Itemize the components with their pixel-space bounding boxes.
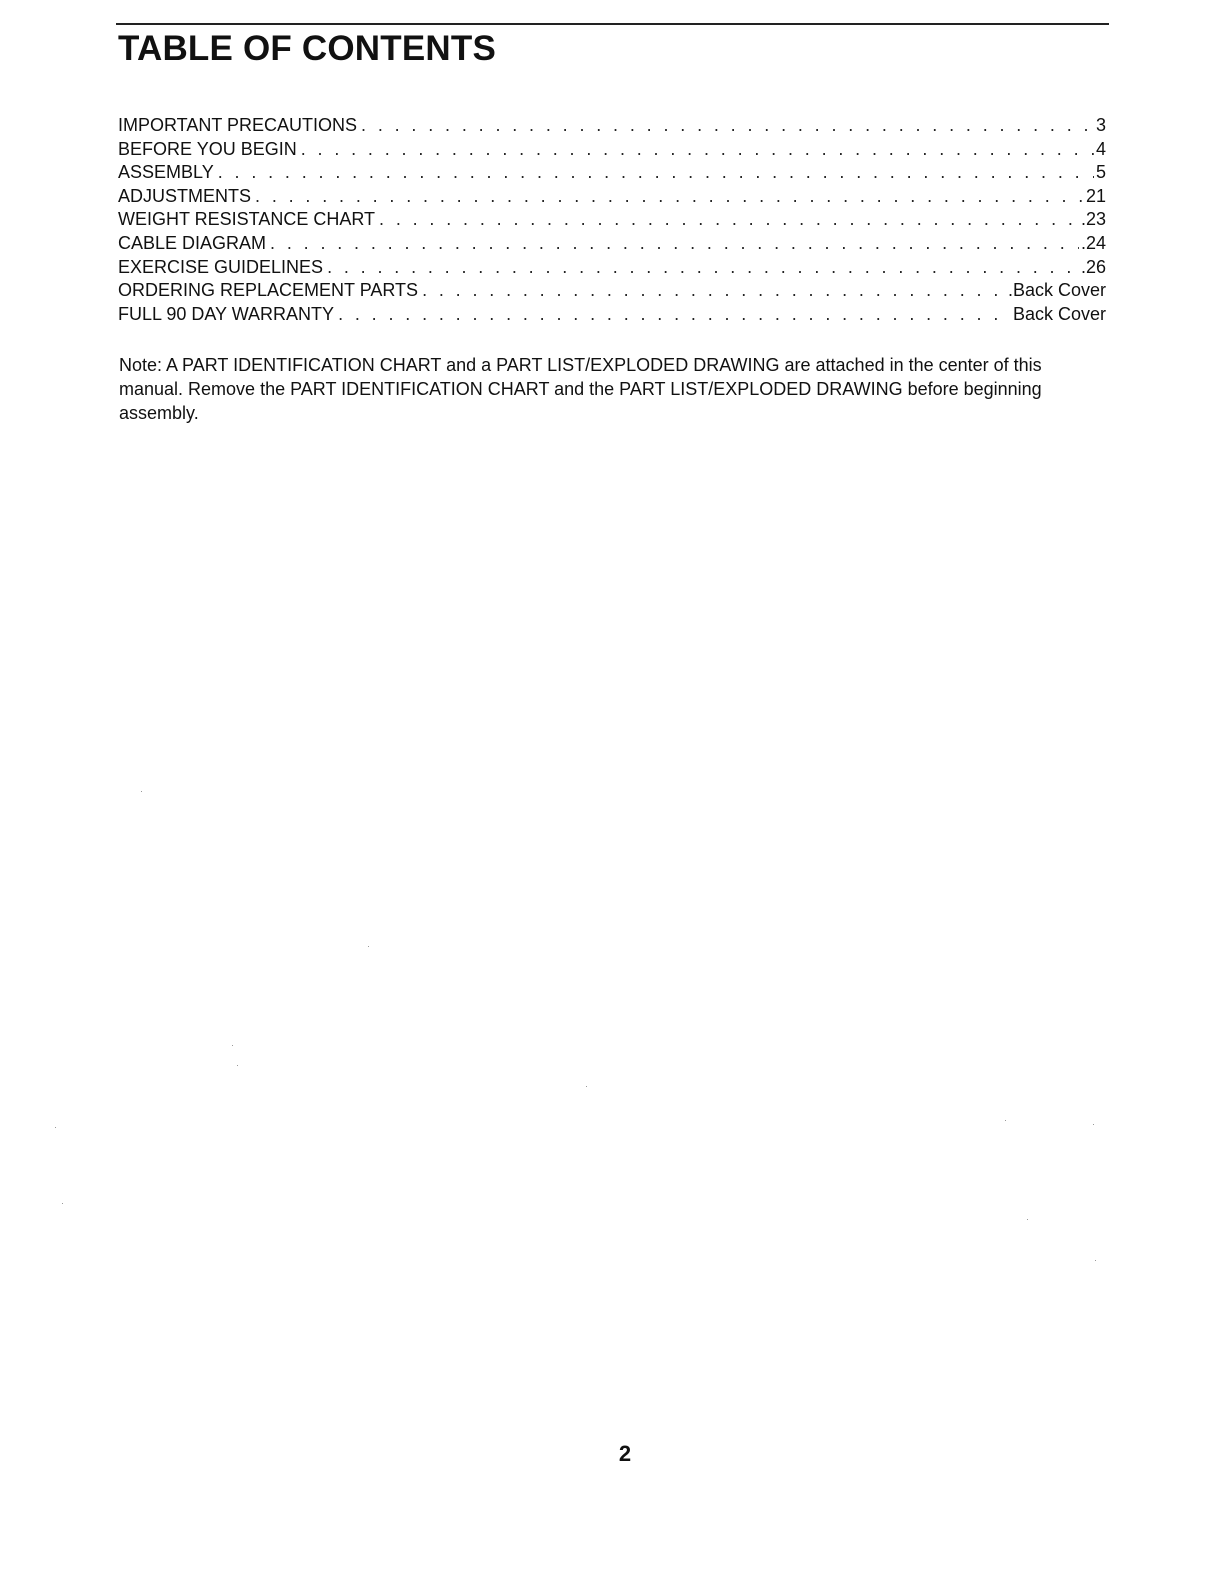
toc-list — [118, 114, 1106, 326]
toc-entry-page: .26 — [1080, 256, 1106, 277]
scan-speck — [62, 1203, 63, 1204]
toc-entry-page: 3 — [1095, 115, 1106, 135]
toc-leader-dots — [379, 208, 1079, 232]
toc-entry-page: 21 — [1085, 185, 1106, 206]
toc-entry-label: ASSEMBLY — [118, 162, 214, 183]
toc-leader-dots — [218, 161, 1094, 185]
toc-entry-exercise-guidelines[interactable] — [118, 256, 1106, 280]
toc-entry-adjustments[interactable] — [118, 185, 1106, 209]
toc-entry-label: IMPORTANT PRECAUTIONS — [118, 115, 358, 135]
scan-speck — [237, 1065, 238, 1066]
toc-leader-dots — [361, 114, 1094, 138]
scan-speck — [1093, 1124, 1094, 1125]
toc-leader-dots — [338, 303, 1011, 327]
scan-speck — [1095, 1260, 1096, 1261]
toc-entry-weight-resistance-chart[interactable] — [118, 208, 1106, 232]
toc-entry-important-precautions[interactable] — [118, 114, 1106, 138]
scan-speck — [141, 791, 142, 792]
toc-leader-dots — [270, 232, 1079, 256]
page-title: TABLE OF CONTENTS — [118, 29, 497, 68]
page-number: 2 — [618, 1441, 632, 1466]
toc-entry-ordering-replacement-parts[interactable] — [118, 279, 1106, 303]
toc-entry-page: Back Cover — [1012, 303, 1106, 324]
toc-entry-page: .24 — [1080, 232, 1106, 253]
scan-speck — [232, 1045, 233, 1046]
toc-entry-page: .23 — [1080, 209, 1106, 230]
toc-entry-label: CABLE DIAGRAM — [118, 232, 267, 253]
top-rule — [116, 23, 1109, 25]
toc-entry-page: 4 — [1095, 138, 1106, 159]
toc-entry-label: ADJUSTMENTS — [118, 185, 252, 206]
toc-entry-page: 5 — [1095, 162, 1106, 183]
toc-entry-cable-diagram[interactable] — [118, 232, 1106, 256]
toc-entry-assembly[interactable] — [118, 161, 1106, 185]
scan-speck — [1027, 1219, 1028, 1220]
scan-speck — [586, 1086, 587, 1087]
toc-leader-dots — [255, 185, 1084, 209]
toc-entry-label: EXERCISE GUIDELINES — [118, 256, 324, 277]
toc-entry-label: BEFORE YOU BEGIN — [118, 138, 297, 159]
toc-entry-page: .Back Cover — [1007, 280, 1106, 301]
toc-entry-full-90-day-warranty[interactable] — [118, 303, 1106, 327]
toc-entry-label: ORDERING REPLACEMENT PARTS — [118, 280, 419, 301]
toc-entry-before-you-begin[interactable] — [118, 138, 1106, 162]
toc-entry-label: FULL 90 DAY WARRANTY — [118, 303, 335, 324]
scan-speck — [1005, 1120, 1006, 1121]
toc-leader-dots — [422, 279, 1006, 303]
assembly-note: Note: A PART IDENTIFICATION CHART and a PART LIST/EXPLODED DRAWING are attached in the center of this manual. Remove the PART IDENTIFICATION CHART and the PART LIST/EXPLODED DRAWING before beginning assembly. — [119, 355, 1042, 423]
toc-entry-label: WEIGHT RESISTANCE CHART — [118, 209, 376, 230]
toc-leader-dots — [327, 256, 1079, 280]
toc-leader-dots — [301, 138, 1094, 162]
scan-speck — [55, 1127, 56, 1128]
scan-speck — [368, 946, 369, 947]
